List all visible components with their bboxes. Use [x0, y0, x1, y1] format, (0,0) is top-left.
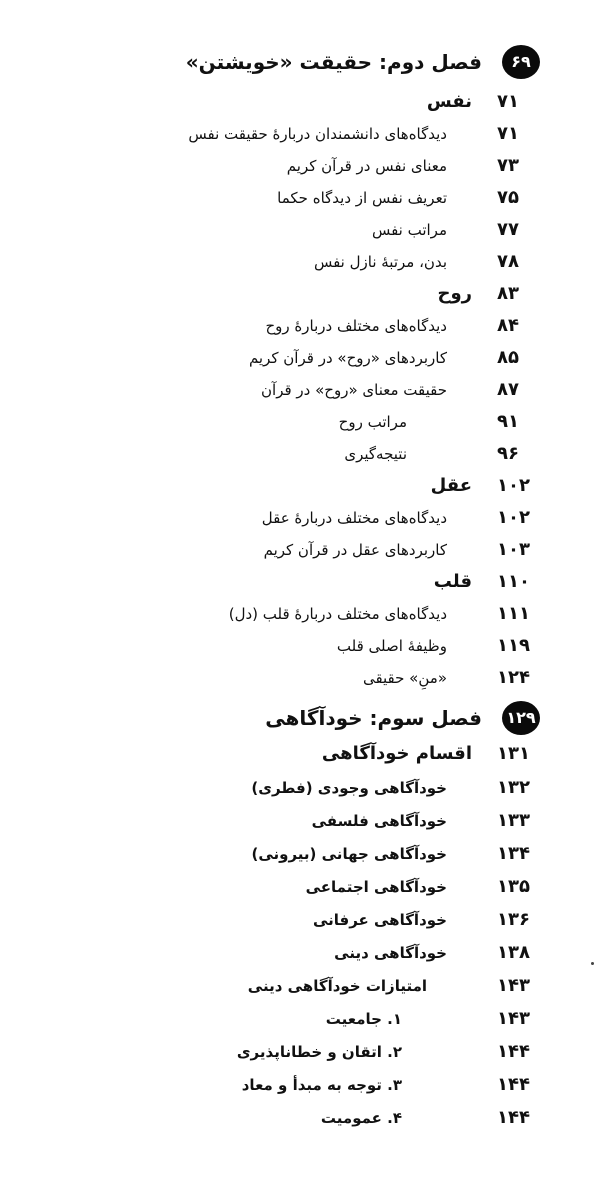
toc-entry — [0, 86, 607, 118]
toc-entry — [0, 772, 607, 804]
toc-entry — [0, 310, 607, 342]
page-number: ۷۷ — [497, 219, 519, 240]
page-number: ۸۵ — [497, 347, 519, 368]
chapter-3-heading — [0, 702, 607, 734]
toc-entry — [0, 1003, 607, 1035]
entry-title: عقل — [430, 475, 472, 496]
entry-title: قلب — [433, 571, 472, 592]
toc-entry — [0, 374, 607, 406]
page-number: ۱۴۳ — [497, 1008, 530, 1029]
entry-title: کاربردهای «روح» در قرآن کریم — [248, 349, 447, 367]
chapter-title: فصل دوم: حقیقت «خویشتن» — [185, 50, 482, 74]
toc-entry — [0, 438, 607, 470]
toc-entry — [0, 970, 607, 1002]
entry-title: خودآگاهی فلسفی — [311, 812, 447, 830]
page-number: ۹۶ — [497, 443, 519, 464]
toc-entry — [0, 738, 607, 770]
toc-entry — [0, 118, 607, 150]
page-number: ۱۳۲ — [497, 777, 530, 798]
entry-title: مراتب نفس — [371, 221, 447, 239]
entry-title: دیدگاه‌های مختلف دربارهٔ روح — [265, 317, 447, 335]
toc-entry — [0, 1069, 607, 1101]
entry-title: ۴. عمومیت — [320, 1109, 402, 1127]
chapter-number-badge: ۶۹ — [502, 45, 540, 79]
toc-entry — [0, 566, 607, 598]
page-number: ۷۵ — [497, 187, 519, 208]
page-number: ۱۳۶ — [497, 909, 530, 930]
entry-title: روح — [437, 283, 472, 304]
toc-entry — [0, 502, 607, 534]
page-number: ۱۰۳ — [497, 539, 530, 560]
page-number: ۱۰۲ — [497, 507, 530, 528]
page-number: ۱۴۴ — [497, 1107, 530, 1128]
toc-entry — [0, 182, 607, 214]
entry-title: خودآگاهی دینی — [334, 944, 447, 962]
toc-entry — [0, 406, 607, 438]
page-number: ۸۴ — [497, 315, 519, 336]
chapter-number-badge: ۱۲۹ — [502, 701, 540, 735]
entry-title: دیدگاه‌های مختلف دربارهٔ عقل — [261, 509, 447, 527]
page-number: ۱۳۸ — [497, 942, 530, 963]
page-number: ۷۸ — [497, 251, 519, 272]
toc-entry — [0, 598, 607, 630]
page-number: ۱۳۵ — [497, 876, 530, 897]
entry-title: خودآگاهی جهانی (بیرونی) — [251, 845, 447, 863]
page-number: ۱۱۹ — [497, 635, 530, 656]
entry-title: خودآگاهی اجتماعی — [305, 878, 447, 896]
toc-entry — [0, 342, 607, 374]
toc-entry — [0, 1036, 607, 1068]
page-number: ۸۳ — [497, 283, 519, 304]
entry-title: خودآگاهی عرفانی — [312, 911, 447, 929]
toc-entry — [0, 214, 607, 246]
toc-entry — [0, 470, 607, 502]
entry-title: «منِ» حقیقی — [362, 669, 447, 687]
toc-entry — [0, 937, 607, 969]
entry-title: کاربردهای عقل در قرآن کریم — [263, 541, 447, 559]
page-number: ۷۱ — [497, 91, 519, 112]
page-number: ۱۲۴ — [497, 667, 530, 688]
toc-entry — [0, 150, 607, 182]
entry-title: بدن، مرتبهٔ نازل نفس — [313, 253, 447, 271]
page-number: ۹۱ — [497, 411, 519, 432]
page-number: ۱۴۴ — [497, 1041, 530, 1062]
page-number: ۷۳ — [497, 155, 519, 176]
toc-entry — [0, 838, 607, 870]
chapter-title: فصل سوم: خودآگاهی — [265, 706, 482, 730]
toc-entry — [0, 246, 607, 278]
print-speck — [591, 962, 594, 965]
page-number: ۱۴۴ — [497, 1074, 530, 1095]
page-number: ۱۳۳ — [497, 810, 530, 831]
toc-entry — [0, 534, 607, 566]
toc-entry — [0, 278, 607, 310]
entry-title: اقسام خودآگاهی — [321, 743, 472, 764]
page-number: ۷۱ — [497, 123, 519, 144]
page-number: ۱۳۴ — [497, 843, 530, 864]
entry-title: تعریف نفس از دیدگاه حکما — [277, 189, 447, 207]
page-number: ۱۱۰ — [497, 571, 530, 592]
page-number: ۸۷ — [497, 379, 519, 400]
entry-title: ۳. توجه به مبدأ و معاد — [241, 1076, 402, 1094]
entry-title: خودآگاهی وجودی (فطری) — [251, 779, 447, 797]
entry-title: مراتب روح — [338, 413, 407, 431]
entry-title: وظیفهٔ اصلی قلب — [336, 637, 447, 655]
entry-title: معنای نفس در قرآن کریم — [286, 157, 447, 175]
page-number: ۱۱۱ — [497, 603, 530, 624]
toc-entry — [0, 662, 607, 694]
page-number: ۱۳۱ — [497, 743, 530, 764]
entry-title: دیدگاه‌های دانشمندان دربارهٔ حقیقت نفس — [188, 125, 447, 143]
entry-title: امتیازات خودآگاهی دینی — [247, 977, 427, 995]
entry-title: ۱. جامعیت — [325, 1010, 402, 1028]
toc-entry — [0, 904, 607, 936]
entry-title: نفس — [426, 91, 472, 112]
entry-title: حقیقت معنای «روح» در قرآن — [261, 381, 447, 399]
entry-title: دیدگاه‌های مختلف دربارهٔ قلب (دل) — [228, 605, 447, 623]
toc-entry — [0, 805, 607, 837]
toc-entry — [0, 1102, 607, 1134]
toc-entry — [0, 871, 607, 903]
chapter-2-heading — [0, 46, 607, 78]
page-number: ۱۴۳ — [497, 975, 530, 996]
entry-title: نتیجه‌گیری — [344, 445, 407, 463]
page-number: ۱۰۲ — [497, 475, 530, 496]
entry-title: ۲. اتقان و خطاناپذیری — [236, 1043, 402, 1061]
toc-entry — [0, 630, 607, 662]
